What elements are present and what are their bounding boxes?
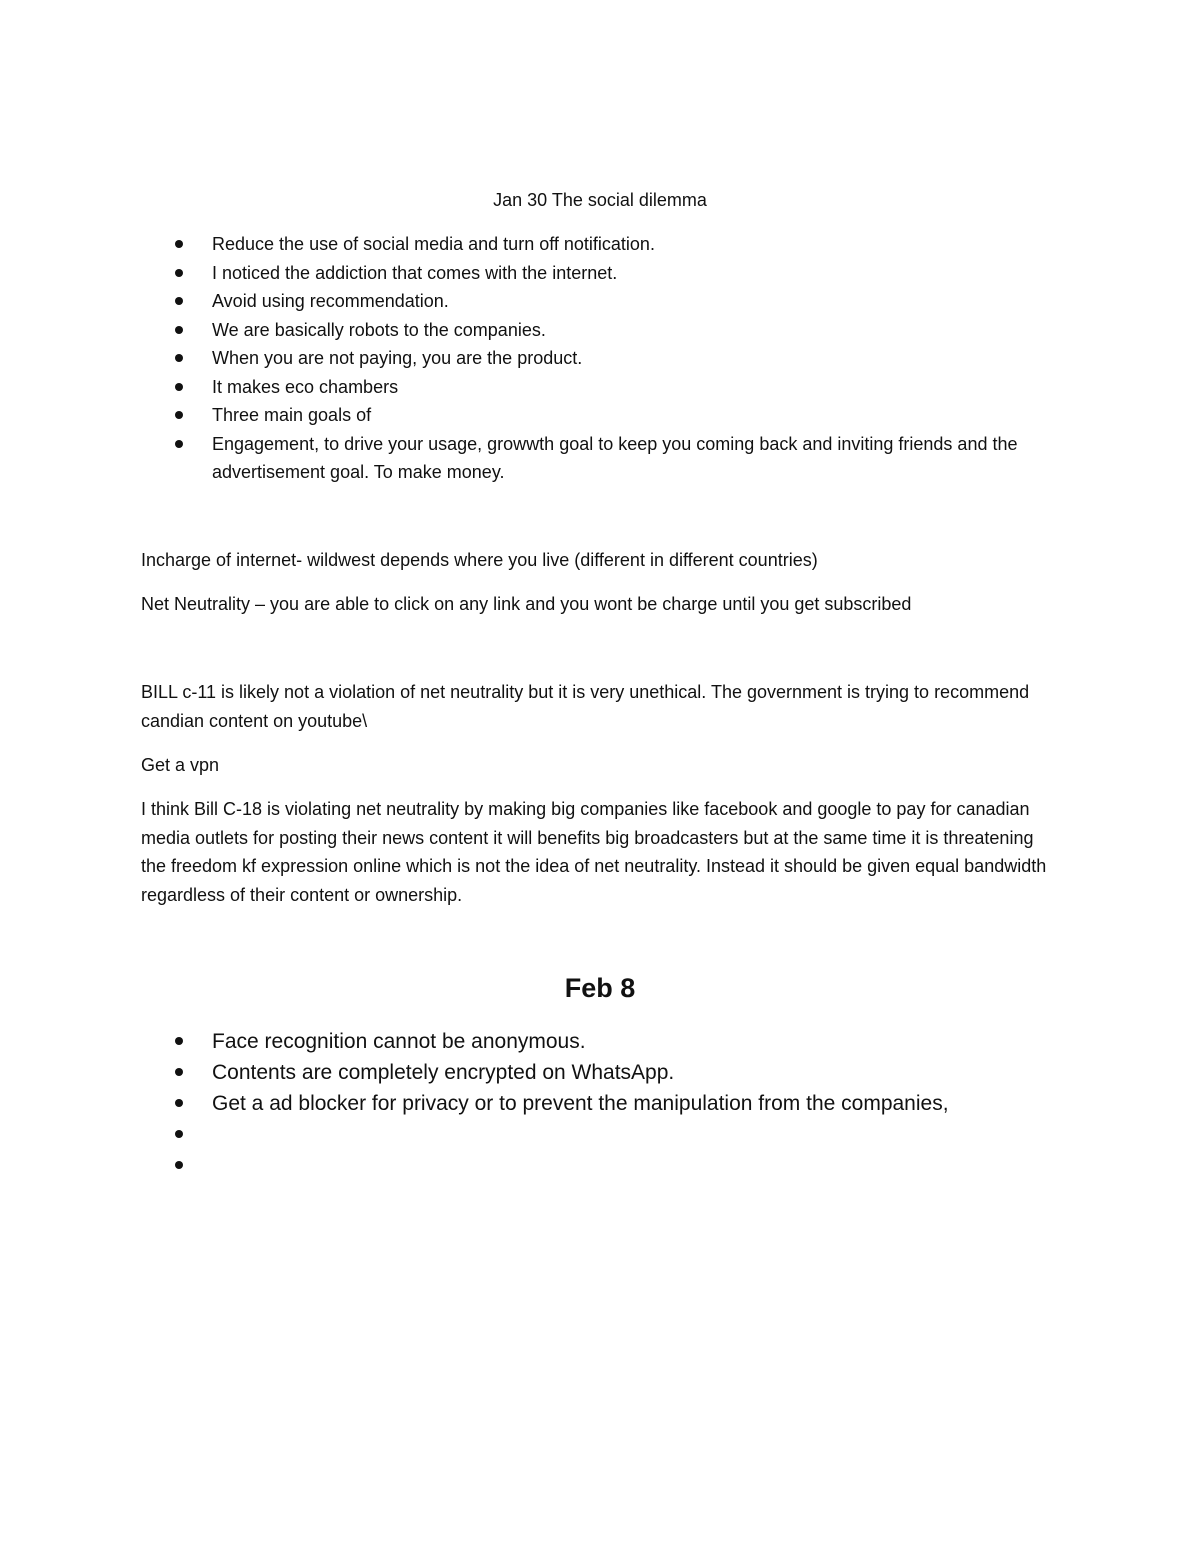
- list-item: [0, 1150, 1200, 1181]
- list-item: [0, 316, 1200, 345]
- bullet-text: Face recognition cannot be anonymous.: [212, 1030, 586, 1053]
- list-item: [0, 1119, 1200, 1150]
- bullet-dot-icon: [175, 297, 183, 305]
- bullet-dot-icon: [175, 354, 183, 362]
- list-item: [0, 259, 1200, 288]
- bullet-dot-icon: [175, 411, 183, 419]
- bullet-dot-icon: [175, 440, 183, 448]
- bullet-text: I noticed the addiction that comes with the internet.: [212, 262, 618, 283]
- bullet-dot-icon: [175, 1130, 183, 1138]
- paragraph-bill-c18: I think Bill C-18 is violating net neutrality by making big companies like facebook and google to pay for canadian media outlets for posting their news content it will benefits big broadcasters but at the same time it is threatening the freedom kf expression online which is not the idea of net neutrality. Instead it should be given equal bandwidth regardless of their content or ownership.: [141, 799, 1047, 905]
- bullet-text: Get a ad blocker for privacy or to prevent the manipulation from the companies,: [212, 1092, 949, 1115]
- paragraph-bill-c11: BILL c-11 is likely not a violation of net neutrality but it is very unethical. The government is trying to recommend candian content on youtube\: [141, 682, 1030, 731]
- list-item: [0, 230, 1200, 259]
- list-item: [0, 430, 1200, 487]
- bullet-dot-icon: [175, 1099, 183, 1107]
- list-item: [0, 401, 1200, 430]
- jan30-heading: Jan 30 The social dilemma: [493, 190, 707, 210]
- list-item: [0, 1088, 1200, 1119]
- paragraph-net-neutrality: Net Neutrality – you are able to click on any link and you wont be charge until you get subscribed: [141, 594, 912, 614]
- paragraph-vpn: Get a vpn: [141, 755, 220, 775]
- list-item: [0, 287, 1200, 316]
- bullet-dot-icon: [175, 240, 183, 248]
- feb8-heading: Feb 8: [564, 973, 636, 1003]
- list-item: [0, 1026, 1200, 1057]
- list-item: [0, 344, 1200, 373]
- bullet-text: Engagement, to drive your usage, growwth goal to keep you coming back and inviting friends and the advertisement goal. To make money.: [212, 433, 1018, 482]
- bullet-text: Three main goals of: [212, 405, 372, 425]
- bullet-text: Contents are completely encrypted on WhatsApp.: [212, 1061, 675, 1084]
- bullet-dot-icon: [175, 269, 183, 277]
- jan30-bullet-list: [0, 230, 1200, 487]
- bullet-text: We are basically robots to the companies.: [212, 319, 546, 340]
- bullet-dot-icon: [175, 1068, 183, 1076]
- bullet-dot-icon: [175, 326, 183, 334]
- bullet-dot-icon: [175, 1037, 183, 1045]
- feb8-bullet-list: [0, 1026, 1200, 1181]
- bullet-text: Reduce the use of social media and turn off notification.: [212, 234, 655, 254]
- list-item: [0, 373, 1200, 402]
- bullet-text: It makes eco chambers: [212, 376, 399, 397]
- bullet-dot-icon: [175, 1161, 183, 1169]
- bullet-dot-icon: [175, 383, 183, 391]
- bullet-text: Avoid using recommendation.: [212, 291, 449, 311]
- paragraph-incharge: Incharge of internet- wildwest depends where you live (different in different countries): [141, 550, 818, 570]
- list-item: [0, 1057, 1200, 1088]
- bullet-text: When you are not paying, you are the product.: [212, 348, 583, 368]
